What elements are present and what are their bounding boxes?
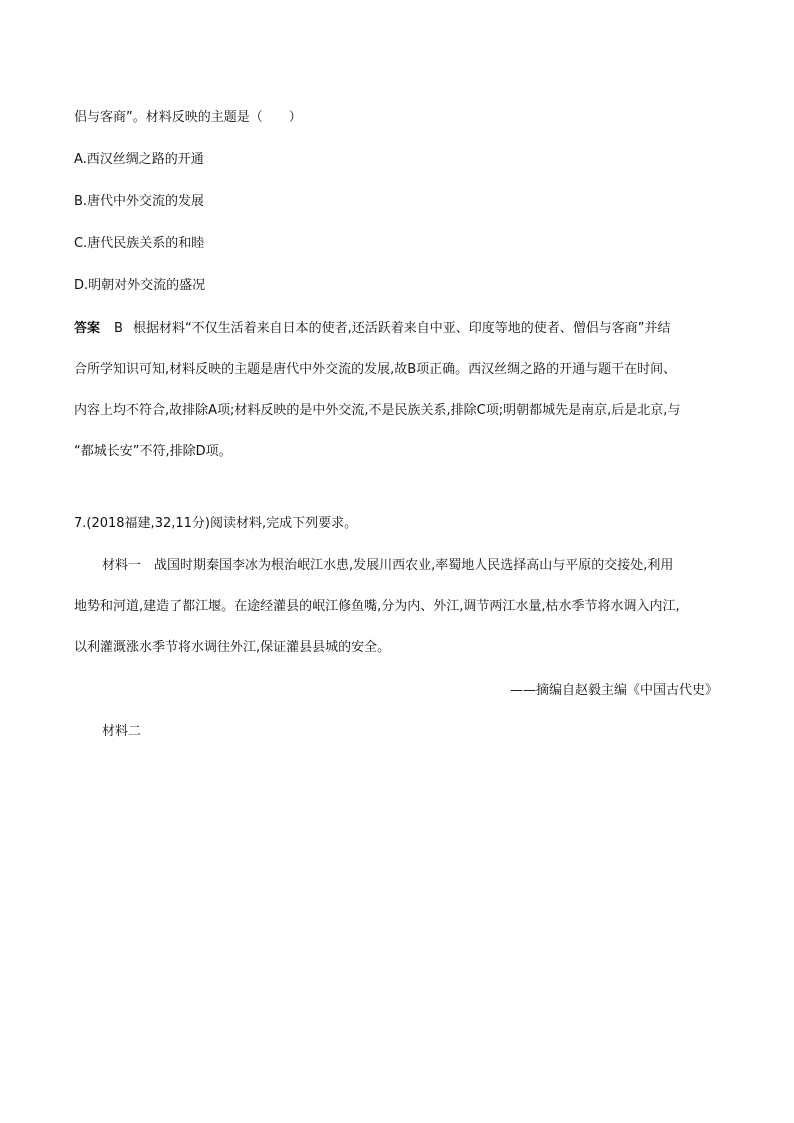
answer-line-1 bbox=[74, 320, 671, 338]
answer-line-3: 内容上均不符合,故排除A项;材料反映的是中外交流,不是民族关系,排除C项;明朝都城先是南京,后是北京,与 bbox=[74, 403, 681, 418]
material-2-label: 材料二 bbox=[102, 724, 142, 739]
option-d: D.明朝对外交流的盛况 bbox=[74, 278, 206, 293]
answer-letter: B bbox=[114, 321, 123, 336]
answer-line-2: 合所学知识可知,材料反映的主题是唐代中外交流的发展,故B项正确。西汉丝绸之路的开通与题干在时间、 bbox=[74, 362, 677, 377]
material-1-line-1: 材料一 战国时期秦国李冰为根治岷江水患,发展川西农业,率蜀地人民选择高山与平原的交接处,利用 bbox=[102, 558, 674, 573]
option-a: A.西汉丝绸之路的开通 bbox=[74, 152, 204, 167]
option-c: C.唐代民族关系的和睦 bbox=[74, 236, 205, 251]
question-7-heading: 7.(2018福建,32,11分)阅读材料,完成下列要求。 bbox=[74, 516, 358, 531]
answer-label: 答案 bbox=[74, 321, 101, 336]
material-1-source: ——摘编自赵毅主编《中国古代史》 bbox=[509, 683, 718, 698]
answer-text-1: 根据材料“不仅生活着来自日本的使者,还活跃着来自中亚、印度等地的使者、僧侣与客商”并结 bbox=[132, 321, 671, 336]
material-1-line-2: 地势和河道,建造了都江堰。在途经灌县的岷江修鱼嘴,分为内、外江,调节两江水量,枯水季节将水调入内江, bbox=[74, 599, 680, 614]
material-1-line-3: 以利灌溉涨水季节将水调往外江,保证灌县县城的安全。 bbox=[74, 640, 391, 655]
answer-line-4: “都城长安”不符,排除D项。 bbox=[74, 444, 232, 459]
option-b: B.唐代中外交流的发展 bbox=[74, 194, 205, 209]
question-stem-tail: 侣与客商”。材料反映的主题是（ ） bbox=[74, 110, 302, 125]
